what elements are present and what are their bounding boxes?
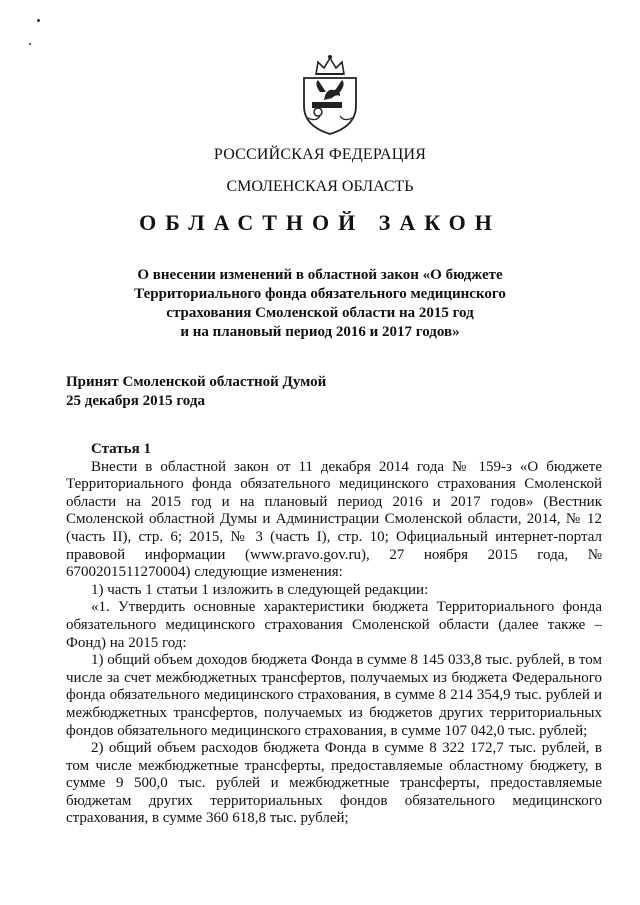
law-title-line: Территориального фонда обязательного медицинского [134,286,506,302]
adoption-date: 25 декабря 2015 года [66,393,205,409]
law-title-line: страхования Смоленской области на 2015 год [166,305,474,321]
document-body [66,441,602,828]
paragraph: Внести в областной закон от 11 декабря 2014 года № 159-з «О бюджете Территориального фонда обязательного медицинского страхования Смоленской области на 2015 год и на плановый период 2016 и 2017 годов» (Вестник Смоленской областной Думы и Администрации Смоленской области, 2014, № 12 (часть II), стр. 6; 2015, № 3 (часть I), стр. 10; Официальный интернет-портал правовой информации (www.pravo.gov.ru), 27 ноября 2015 года, № 6700201511270004) следующие изменения: [66,458,602,581]
region-name: СМОЛЕНСКАЯ ОБЛАСТЬ [226,178,414,195]
law-title-line: О внесении изменений в областной закон «О бюджете [137,267,503,283]
country-name: РОССИЙСКАЯ ФЕДЕРАЦИЯ [213,146,427,163]
coat-of-arms-icon [296,52,364,138]
paragraph: 2) общий объем расходов бюджета Фонда в сумме 8 322 172,7 тыс. рублей, в том числе межбюджетные трансферты, предоставляемые областному бюджету, в сумме 9 500,0 тыс. рублей и межбюджетные трансферты, предоставляемые бюджетам других территориальных фондов обязательного медицинского страхования, в сумме 360 618,8 тыс. рублей; [66,740,602,827]
paragraph: «1. Утвердить основные характеристики бюджета Территориального фонда обязательного медицинского страхования Смоленской области (далее также – Фонд) на 2015 год: [66,599,602,651]
document-type-heading: ОБЛАСТНОЙ ЗАКОН [139,210,501,235]
adoption-block [66,373,326,411]
paragraph: 1) общий объем доходов бюджета Фонда в сумме 8 145 033,8 тыс. рублей, в том числе за счет межбюджетных трансфертов, получаемых из бюджета Федерального фонда обязательного медицинского страхования, в сумме 8 214 354,9 тыс. рублей и межбюджетных трансфертов, получаемых из бюджетов других территориальных фондов обязательного медицинского страхования, в сумме 107 042,0 тыс. рублей; [66,652,602,739]
law-title [0,266,640,342]
adopted-by: Принят Смоленской областной Думой [66,374,327,390]
paragraph: 1) часть 1 статьи 1 изложить в следующей редакции: [91,581,429,598]
article-heading: Статья 1 [91,441,151,457]
scan-speck [29,43,31,45]
law-title-line: и на плановый период 2016 и 2017 годов» [180,324,460,340]
scan-speck [37,19,40,22]
